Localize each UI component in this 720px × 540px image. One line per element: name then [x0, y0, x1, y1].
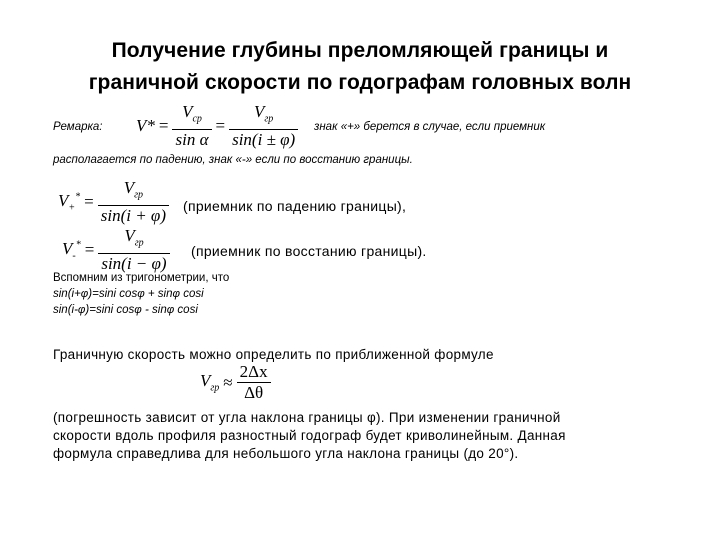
formula-v-star: V* = $\frac{V_{cp}}{\text{sin α}}$ = $\frac{V_{гр}}{\sin(i \pm \varphi)}$ — [136, 102, 298, 150]
formula-v-plus-lhs-sup: * — [75, 191, 81, 203]
formula-v-minus-num-sub: гр — [134, 237, 144, 249]
slide-title-line-1: Получение глубины преломляющей границы и — [111, 39, 609, 62]
formula-v-minus-lhs-sup: * — [75, 239, 81, 251]
approx-text: Граничную скорость можно определить по приближенной формуле — [53, 347, 494, 362]
note-line-1: (погрешность зависит от угла наклона границы φ). При изменении граничной — [53, 410, 561, 425]
formula-v-minus-lhs-sub: - — [72, 250, 76, 262]
formula-v-star-num1-sub: cp — [192, 113, 202, 125]
formula-v-boundary-lhs-sub: гр — [210, 382, 220, 394]
trig-intro: Вспомним из тригонометрии, что — [53, 272, 230, 284]
remark-label: Ремарка: — [53, 121, 103, 133]
formula-v-minus-caption: (приемник по восстанию границы). — [191, 243, 427, 259]
formula-v-star-num2-sub: гр — [264, 113, 274, 125]
formula-v-plus-caption: (приемник по падению границы), — [183, 198, 407, 214]
formula-v-boundary-den: Δθ — [244, 383, 264, 402]
formula-v-star-num1: V — [182, 102, 193, 121]
note-line-3: формула справедлива для небольшого угла наклона границы (до 20°). — [53, 446, 519, 461]
trig-identity-difference: sin(i-φ)=sini cosφ - sinφ cosi — [53, 304, 198, 316]
trig-identity-sum: sin(i+φ)=sini cosφ + sinφ cosi — [53, 288, 204, 300]
formula-v-minus-den: sin(i − φ) — [101, 254, 167, 274]
location-note: располагается по падению, знак «-» если по восстанию границы. — [53, 154, 413, 166]
note-line-2: скорости вдоль профиля разностный годограф будет криволинейным. Данная — [53, 428, 566, 443]
formula-v-boundary-lhs: V — [200, 371, 211, 391]
formula-v-plus-num: V — [123, 178, 135, 197]
formula-v-minus: $V_-^*$ = $\frac{V_{гр}}{\sin(i - \varphi)}$ — [62, 226, 170, 274]
sign-note: знак «+» берется в случае, если приемник — [314, 121, 546, 133]
formula-v-minus-num: V — [124, 226, 135, 245]
formula-v-plus-num-sub: гр — [134, 189, 144, 201]
formula-v-star-den1: sin α — [175, 130, 209, 150]
formula-v-boundary: $V_{гр}$ ≈ $\frac{2\Delta x}{\Delta\theta}$ — [200, 362, 271, 403]
formula-v-plus-den: sin(i + φ) — [100, 206, 166, 226]
formula-v-plus-lhs: V — [58, 191, 69, 210]
formula-v-plus: $V_+^*$ = $\frac{V_{гр}}{\sin(i + \varphi)}$ — [58, 178, 169, 226]
formula-v-plus-lhs-sub: + — [68, 202, 76, 214]
formula-v-star-den2: sin(i ± φ) — [232, 130, 296, 150]
formula-v-boundary-num: 2Δx — [237, 362, 271, 383]
formula-v-minus-lhs: V — [62, 239, 73, 258]
formula-v-star-lhs: V* — [136, 116, 155, 136]
formula-v-star-num2: V — [254, 102, 265, 121]
slide-title-line-2: граничной скорости по годографам головных волн — [88, 71, 632, 94]
